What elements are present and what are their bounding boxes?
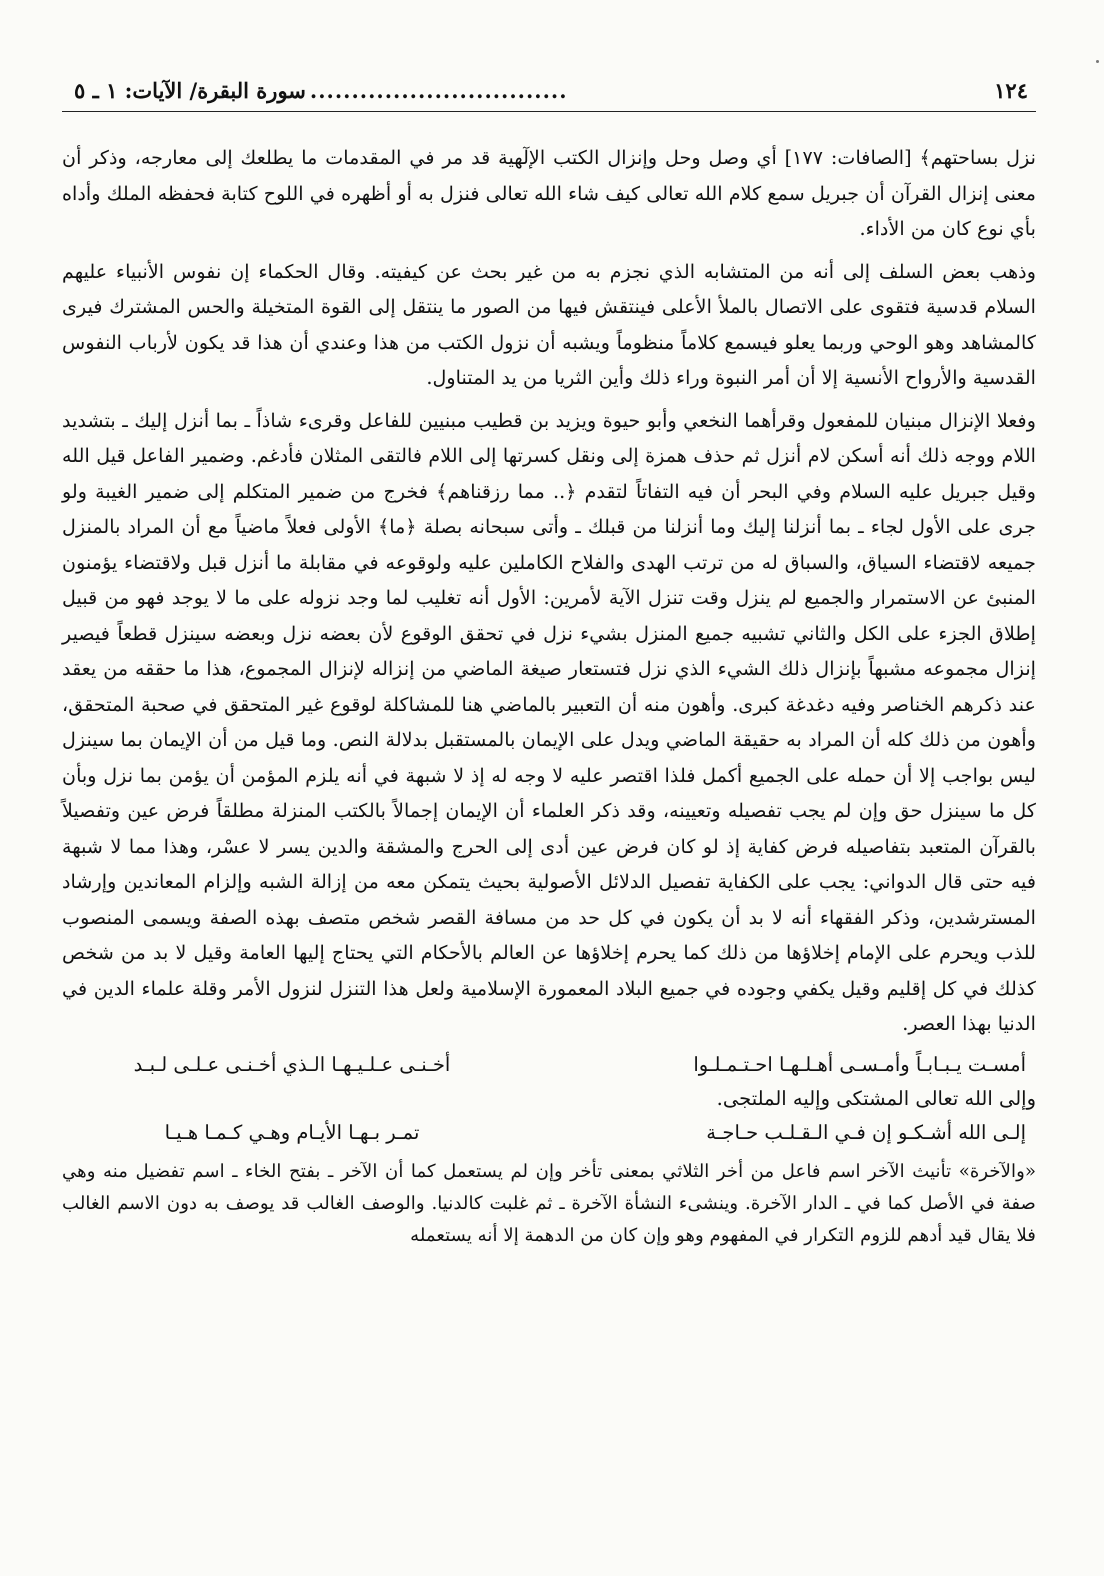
prose-line-text: وإلى الله تعالى المشتكى وإليه الملتجى. — [716, 1086, 1036, 1110]
body-paragraph: نزل بساحتهم﴾ [الصافات: ١٧٧] أي وصل وحل وإنزال الكتب الإلٓهية قد مر في المقدمات ما يطلعك إلى معارجه، وذكر أن معنى إنزال القرآن أن جبريل سمع كلام الله تعالى كيف شاء الله تعالى فنزل به أو أظهره في اللوح كتابة فحفظه الملك وأداه بأي نوع كان من الأداء. — [62, 146, 1037, 240]
body-paragraph: وذهب بعض السلف إلى أنه من المتشابه الذي نجزم به من غير بحث عن كيفيته. وقال الحكماء إن نفوس الأنبياء عليهم السلام قدسية فتقوى على الاتصال بالملأ الأعلى فينتقش فيها من الصور ما ينتقل إلى القوة المتخيلة والحس المشترك فيرى كالمشاهد وهو الوحي وربما يعلو فيسمع كلاماً منظوماً ويشبه أن نزول الكتب من هذا وعندي أن هذا قد يكون لأرباب النفوس القدسية والأرواح الأنسية إلا أن أمر النبوة وراء ذلك وأين الثريا من يد المتناول. — [62, 259, 1036, 389]
running-title — [74, 78, 568, 103]
surah-title: سورة البقرة/ الآيات: ١ ـ ٥ — [74, 78, 306, 103]
verse-second-hemistich: أخـنـى عـلـيـهـا الـذي أخـنـى عـلـى لـبـد — [133, 1052, 451, 1076]
verse-second-hemistich: تمـر بـهـا الأيـام وهـي كـمـا هـيـا — [164, 1120, 420, 1144]
page-number: ١٢٤ — [994, 78, 1028, 103]
poem-block — [62, 1048, 1036, 1150]
scan-speck — [1096, 60, 1099, 63]
poem-prose-line — [62, 1082, 1036, 1116]
running-header — [62, 78, 1036, 112]
verse-first-hemistich: إلـى الله أشـكـو إن فـي الـقـلـب حـاجـة — [706, 1120, 1026, 1144]
dot-leader: ............................... — [309, 78, 568, 103]
poem-verse — [62, 1116, 1036, 1150]
poem-verse — [62, 1048, 1036, 1082]
body-paragraph: وفعلا الإنزال مبنيان للمفعول وقرأهما النخعي وأبو حيوة ويزيد بن قطيب مبنيين للفاعل وقرىء شاذاً ـ بما أنزل إليك ـ بتشديد اللام ووجه ذلك أنه أسكن لام أنزل ثم حذف همزة إلى ونقل كسرتها إلى اللام فالتقى المثلان فأدغم. وضمير الفاعل قيل الله وقيل جبريل عليه السلام وفي البحر أن فيه التفاتاً لتقدم ﴿.. مما رزقناهم﴾ فخرج من ضمير المتكلم إلى ضمير الغيبة ولو جرى على الأول لجاء ـ بما أنزلنا إليك وما أنزلنا من قبلك ـ وأتى سبحانه بصلة ﴿ما﴾ الأولى فعلاً ماضياً مع أن المراد بالمنزل جميعه لاقتضاء السياق، والسباق له من ترتب الهدى والفلاح الكاملين عليه ولوقوعه في مقابلة ما أنزل قبل ولاقتضاء يؤمنون المنبئ عن الاستمرار والجميع لم ينزل وقت تنزل الآية لأمرين: الأول أنه تغليب لما وجد نزوله على ما لا يوجد فهو من قبيل إطلاق الجزء على الكل والثاني تشبيه جميع المنزل بشيء نزل في تحقق الوقوع لأن بعضه نزل وبعضه سينزل قطعاً فيصير إنزال مجموعه مشبهاً بإنزال ذلك الشيء الذي نزل فتستعار صيغة الماضي من إنزاله لإنزال المجموع، هذا ما حققه من يعقد عند ذكرهم الخناصر وفيه دغدغة كبرى. وأهون منه أن التعبير بالماضي هنا للمشاكلة لوقوع غير المتحقق في صحبة المتحقق، وأهون من ذلك كله أن المراد به حقيقة الماضي ويدل على الإيمان بالمستقبل بدلالة النص. وما قيل من أن الإيمان بما سينزل ليس بواجب إلا أن حمله على الجميع أكمل فلذا اقتصر عليه لا وجه له إذ لا شبهة في أنه يلزم المؤمن أن يؤمن بما نزل وبأن كل ما سينزل حق وإن لم يجب تفصيله وتعيينه، وقد ذكر العلماء أن الإيمان إجمالاً بالكتب المنزلة مطلقاً فرض عين وتفصيلاً بالقرآن المتعبد بتفاصيله فرض كفاية إذ لو كان فرض عين أدى إلى الحرج والمشقة والدين يسر لا عسْر، وهذا مما لا شبهة فيه حتى قال الدواني: يجب على الكفاية تفصيل الدلائل الأصولية بحيث يتمكن معه من إزالة الشبه وإلزام المعاندين وإرشاد المسترشدين، وذكر الفقهاء أنه لا بد أن يكون في كل حد من مسافة القصر شخص متصف بهذه الصفة ويسمى المنصوب للذب ويحرم على الإمام إخلاؤها من ذلك كما يحرم إخلاؤها عن العالم بالأحكام التي يحتاج إليها العامة وقيل لا بد من شخص كذلك في كل إقليم وقيل يكفي وجوده في جميع البلاد المعمورة الإسلامية ولعل هذا التنزل لنزول الأمر وقلة علماء الدين في الدنيا بهذا العصر. — [62, 408, 1037, 1035]
commentary-paragraph: «والآخرة» تأنيث الآخر اسم فاعل من أخر الثلاثي بمعنى تأخر وإن لم يستعمل كما أن الآخر ـ بفتح الخاء ـ اسم تفضيل منه وهي صفة في الأصل كما في ـ الدار الآخرة. وينشىء النشأة الآخرة ـ ثم غلبت كالدنيا. والوصف الغالب قد يوصف به دون الاسم الغالب فلا يقال قيد أدهم للزوم التكرار في المفهوم وهو وإن كان من الدهمة إلا أنه يستعمله — [62, 1160, 1036, 1246]
verse-first-hemistich: أمسـت يـبـابـاً وأمـسـى أهـلـهـا احـتـمـلـوا — [693, 1052, 1026, 1076]
commentary-section — [62, 1156, 1036, 1252]
